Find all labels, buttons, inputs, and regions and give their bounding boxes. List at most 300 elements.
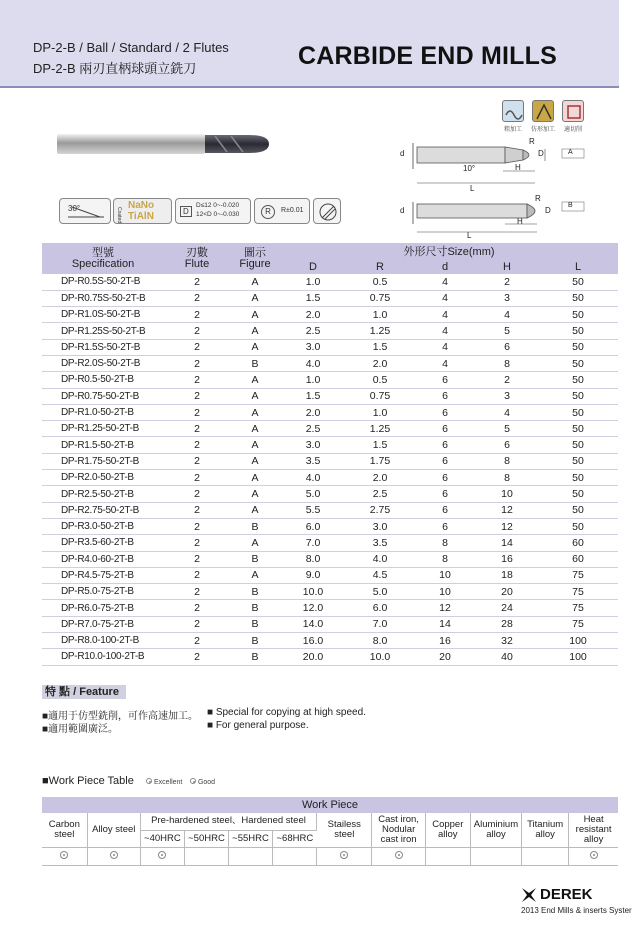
table-cell: 50 — [538, 518, 618, 534]
table-cell: DP-R0.5S-50-2T-B — [42, 274, 164, 290]
table-cell: 12 — [414, 600, 476, 616]
footer-caption: 2013 End Mills & inserts Syster — [521, 906, 632, 915]
table-cell: 2 — [164, 633, 230, 649]
ball-nose-icon — [313, 198, 341, 224]
wp-carbon: Carbon steel — [42, 813, 87, 847]
table-cell: 6 — [414, 502, 476, 518]
table-cell: 75 — [538, 616, 618, 632]
table-cell: 2.5 — [280, 323, 346, 339]
col-d-big: D — [280, 259, 346, 274]
table-cell: 2 — [164, 616, 230, 632]
table-cell: DP-R1.5S-50-2T-B — [42, 339, 164, 355]
wp-rating-copper — [425, 847, 470, 865]
feature-en-2: ■ For general purpose. — [207, 720, 309, 731]
label-h-b: H — [517, 217, 523, 226]
wp-rating-h68 — [273, 847, 317, 865]
table-cell: DP-R1.25-50-2T-B — [42, 421, 164, 437]
table-cell: 4.0 — [346, 551, 414, 567]
wp-cast: Cast iron, Nodular cast iron — [372, 813, 425, 847]
table-cell: 10 — [414, 584, 476, 600]
table-row — [42, 421, 618, 437]
table-row — [42, 518, 618, 534]
table-cell: 2 — [164, 372, 230, 388]
table-cell: 50 — [538, 388, 618, 404]
table-row — [42, 502, 618, 518]
table-cell: 50 — [538, 453, 618, 469]
wp-rating-alloy — [87, 847, 140, 865]
table-cell: DP-R2.75-50-2T-B — [42, 502, 164, 518]
table-cell: 50 — [538, 486, 618, 502]
table-cell: 2 — [164, 600, 230, 616]
table-cell: 10.0 — [346, 649, 414, 665]
table-cell: 4 — [414, 323, 476, 339]
table-cell: 18 — [476, 567, 538, 583]
table-cell: B — [230, 633, 280, 649]
table-cell: 1.0 — [346, 307, 414, 323]
table-cell: 2 — [164, 388, 230, 404]
wp-alloy: Alloy steel — [87, 813, 140, 847]
table-row — [42, 486, 618, 502]
wp-stainless: Stailess steel — [317, 813, 372, 847]
table-row — [42, 372, 618, 388]
feature-cn-1: ■適用于仿型銑削，可作高速加工。 — [42, 711, 199, 722]
wp-rating-h55 — [229, 847, 273, 865]
table-cell: 4 — [414, 274, 476, 290]
table-row — [42, 290, 618, 306]
wp-copper: Copper alloy — [425, 813, 470, 847]
table-cell: 3.5 — [280, 453, 346, 469]
good-icon — [110, 851, 118, 859]
table-row — [42, 616, 618, 632]
table-cell: 2.0 — [346, 470, 414, 486]
table-cell: 16 — [414, 633, 476, 649]
wp-heat: Heat resistant alloy — [569, 813, 618, 847]
table-cell: 8 — [414, 535, 476, 551]
table-cell: 2 — [164, 323, 230, 339]
radius-tolerance-icon: R R±0.01 — [254, 198, 310, 224]
table-cell: 0.75 — [346, 290, 414, 306]
copy-milling-icon — [532, 100, 554, 122]
table-cell: 5 — [476, 323, 538, 339]
helix-angle-icon: 30° — [59, 198, 111, 224]
table-cell: 1.25 — [346, 421, 414, 437]
table-cell: B — [230, 355, 280, 371]
table-cell: DP-R1.0-50-2T-B — [42, 404, 164, 420]
table-cell: 8 — [476, 470, 538, 486]
col-h: H — [476, 259, 538, 274]
table-cell: 6 — [414, 388, 476, 404]
diameter-tolerance-icon: D D≤12 0~-0.020 12<D 0~-0.030 — [175, 198, 251, 224]
table-cell: 6.0 — [280, 518, 346, 534]
wp-h50: ~50HRC — [184, 830, 228, 847]
col-r: R — [346, 259, 414, 274]
wp-h55: ~55HRC — [229, 830, 273, 847]
table-cell: A — [230, 535, 280, 551]
table-cell: 4.5 — [346, 567, 414, 583]
badge-label-suitable: 適切削 — [563, 127, 582, 133]
table-cell: DP-R3.0-50-2T-B — [42, 518, 164, 534]
table-cell: 1.5 — [280, 290, 346, 306]
table-cell: 28 — [476, 616, 538, 632]
table-row — [42, 355, 618, 371]
table-cell: DP-R0.75-50-2T-B — [42, 388, 164, 404]
table-cell: DP-R1.75-50-2T-B — [42, 453, 164, 469]
table-cell: 6 — [414, 453, 476, 469]
wp-titanium: Titanium alloy — [522, 813, 569, 847]
drawing-type-a — [395, 135, 617, 195]
table-cell: 2.0 — [280, 404, 346, 420]
good-icon — [590, 851, 598, 859]
good-icon — [60, 851, 68, 859]
table-cell: 50 — [538, 339, 618, 355]
table-row — [42, 600, 618, 616]
table-cell: 24 — [476, 600, 538, 616]
table-cell: 50 — [538, 502, 618, 518]
table-cell: 40 — [476, 649, 538, 665]
table-cell: 6 — [414, 486, 476, 502]
table-row — [42, 388, 618, 404]
wp-prehard: Pre-hardened steel、Hardened steel — [140, 813, 316, 830]
table-cell: A — [230, 290, 280, 306]
table-cell: 50 — [538, 355, 618, 371]
table-row — [42, 584, 618, 600]
table-cell: 7.0 — [346, 616, 414, 632]
spec-table — [42, 243, 618, 666]
table-cell: DP-R3.5-60-2T-B — [42, 535, 164, 551]
table-cell: 2.0 — [346, 355, 414, 371]
table-cell: DP-R10.0-100-2T-B — [42, 649, 164, 665]
table-cell: 6.0 — [346, 600, 414, 616]
rough-cut-icon — [502, 100, 524, 122]
col-model: 型號 Specification — [42, 243, 164, 274]
table-cell: 6 — [414, 404, 476, 420]
feature-cn-2: ■適用範圍廣泛。 — [42, 724, 119, 735]
table-cell: 14.0 — [280, 616, 346, 632]
col-l: L — [538, 259, 618, 274]
table-cell: DP-R1.25S-50-2T-B — [42, 323, 164, 339]
table-cell: 2.75 — [346, 502, 414, 518]
table-cell: 2 — [164, 486, 230, 502]
table-cell: 3.0 — [280, 339, 346, 355]
table-cell: 4 — [414, 290, 476, 306]
table-cell: 6 — [414, 421, 476, 437]
table-cell: 2 — [164, 339, 230, 355]
table-cell: 14 — [414, 616, 476, 632]
table-cell: 50 — [538, 274, 618, 290]
table-cell: 4 — [476, 404, 538, 420]
series-line-en: DP-2-B / Ball / Standard / 2 Flutes — [33, 40, 229, 55]
table-cell: 8 — [476, 453, 538, 469]
table-cell: B — [230, 551, 280, 567]
table-cell: 16 — [476, 551, 538, 567]
excellent-icon — [146, 778, 152, 784]
table-cell: 8 — [476, 355, 538, 371]
feature-heading: 特 點 / Feature — [42, 685, 126, 699]
table-cell: 2.5 — [280, 421, 346, 437]
table-cell: 10 — [414, 567, 476, 583]
wp-rating-aluminium — [470, 847, 521, 865]
table-cell: A — [230, 372, 280, 388]
table-cell: 50 — [538, 290, 618, 306]
table-cell: 20 — [414, 649, 476, 665]
table-cell: 5.5 — [280, 502, 346, 518]
table-cell: 6 — [476, 339, 538, 355]
table-cell: 12.0 — [280, 600, 346, 616]
table-row — [42, 453, 618, 469]
table-row — [42, 633, 618, 649]
table-cell: 2.0 — [280, 307, 346, 323]
table-cell: A — [230, 453, 280, 469]
table-cell: 4 — [414, 339, 476, 355]
table-cell: 2.5 — [346, 486, 414, 502]
type-b-label: B — [568, 202, 573, 209]
table-cell: 2 — [164, 274, 230, 290]
wp-rating-titanium — [522, 847, 569, 865]
work-piece-table-title: ■Work Piece Table — [42, 775, 134, 787]
wp-h68: ~68HRC — [273, 830, 317, 847]
table-cell: 6 — [414, 470, 476, 486]
table-cell: 100 — [538, 649, 618, 665]
table-cell: 5.0 — [346, 584, 414, 600]
page-header — [0, 0, 619, 86]
badge-label-rough: 粗加工 — [503, 127, 522, 133]
table-cell: 1.0 — [280, 274, 346, 290]
table-row — [42, 535, 618, 551]
table-cell: 8.0 — [346, 633, 414, 649]
wp-rating-heat — [569, 847, 618, 865]
table-cell: 75 — [538, 567, 618, 583]
page-title: CARBIDE END MILLS — [298, 42, 557, 70]
table-cell: 1.5 — [346, 339, 414, 355]
col-size: 外形尺寸Size(mm) — [280, 243, 618, 259]
wp-rating-carbon — [42, 847, 87, 865]
legend-excellent: Excellent — [146, 778, 182, 786]
badge-label-copy: 仿形加工 — [530, 127, 555, 133]
table-cell: 3 — [476, 388, 538, 404]
table-cell: 2 — [164, 470, 230, 486]
derek-logo-icon — [521, 887, 537, 903]
brand-logo: DEREK — [540, 886, 593, 903]
label-big-d: D — [538, 149, 544, 158]
good-icon — [158, 851, 166, 859]
table-cell: 3.0 — [280, 437, 346, 453]
table-row — [42, 470, 618, 486]
table-row — [42, 404, 618, 420]
wp-rating-h50 — [184, 847, 228, 865]
table-cell: 5 — [476, 421, 538, 437]
table-cell: 8 — [414, 551, 476, 567]
table-cell: B — [230, 600, 280, 616]
table-cell: 60 — [538, 551, 618, 567]
table-cell: 50 — [538, 372, 618, 388]
table-cell: 1.5 — [346, 437, 414, 453]
table-cell: 16.0 — [280, 633, 346, 649]
table-cell: 1.5 — [280, 388, 346, 404]
table-cell: 2 — [164, 307, 230, 323]
table-cell: 2 — [164, 535, 230, 551]
table-cell: 6 — [414, 518, 476, 534]
label-small-d: d — [400, 149, 405, 158]
label-h: H — [515, 163, 521, 172]
wp-rating-h40 — [140, 847, 184, 865]
good-icon — [395, 851, 403, 859]
table-row — [42, 339, 618, 355]
good-icon — [340, 851, 348, 859]
table-cell: 50 — [538, 470, 618, 486]
table-cell: 50 — [538, 404, 618, 420]
table-cell: 0.5 — [346, 372, 414, 388]
table-cell: DP-R2.5-50-2T-B — [42, 486, 164, 502]
table-cell: A — [230, 274, 280, 290]
label-r: R — [529, 137, 535, 146]
table-cell: 50 — [538, 307, 618, 323]
table-row — [42, 649, 618, 665]
table-cell: 2 — [476, 274, 538, 290]
table-cell: DP-R1.5-50-2T-B — [42, 437, 164, 453]
label-r-b: R — [535, 194, 541, 203]
table-cell: 50 — [538, 437, 618, 453]
table-cell: DP-R7.0-75-2T-B — [42, 616, 164, 632]
suitable-cut-icon — [562, 100, 584, 122]
table-cell: 2 — [164, 404, 230, 420]
table-cell: B — [230, 616, 280, 632]
table-cell: 10.0 — [280, 584, 346, 600]
table-cell: DP-R0.5-50-2T-B — [42, 372, 164, 388]
table-cell: 2 — [164, 649, 230, 665]
table-cell: DP-R6.0-75-2T-B — [42, 600, 164, 616]
table-cell: 3 — [476, 290, 538, 306]
feature-en-1: ■ Special for copying at high speed. — [207, 707, 366, 718]
legend-good: Good — [190, 778, 215, 786]
col-flute: 刃數 Flute — [164, 243, 230, 274]
series-line-cn: DP-2-B 兩刃直柄球頭立銑刀 — [33, 61, 197, 76]
table-cell: DP-R1.0S-50-2T-B — [42, 307, 164, 323]
table-cell: 1.0 — [280, 372, 346, 388]
table-cell: B — [230, 518, 280, 534]
table-cell: A — [230, 323, 280, 339]
table-cell: 12 — [476, 518, 538, 534]
table-cell: 3.0 — [346, 518, 414, 534]
table-row — [42, 437, 618, 453]
table-cell: 32 — [476, 633, 538, 649]
table-row — [42, 551, 618, 567]
table-cell: 2 — [164, 290, 230, 306]
table-cell: 0.75 — [346, 388, 414, 404]
type-a-label: A — [568, 149, 573, 156]
table-cell: 2 — [164, 518, 230, 534]
drawing-type-b — [395, 192, 617, 242]
table-cell: 1.75 — [346, 453, 414, 469]
table-cell: B — [230, 584, 280, 600]
table-cell: 50 — [538, 323, 618, 339]
label-l-b: L — [467, 231, 472, 240]
table-cell: 20.0 — [280, 649, 346, 665]
table-cell: 4.0 — [280, 355, 346, 371]
table-cell: DP-R4.0-60-2T-B — [42, 551, 164, 567]
table-cell: 4 — [414, 355, 476, 371]
table-cell: 4 — [476, 307, 538, 323]
table-row — [42, 274, 618, 290]
work-piece-table — [42, 813, 618, 866]
table-cell: DP-R2.0S-50-2T-B — [42, 355, 164, 371]
table-cell: A — [230, 437, 280, 453]
table-cell: A — [230, 502, 280, 518]
table-cell: DP-R0.75S-50-2T-B — [42, 290, 164, 306]
col-d-small: d — [414, 259, 476, 274]
label-big-d-b: D — [545, 206, 551, 215]
label-l: L — [470, 184, 475, 193]
table-cell: A — [230, 307, 280, 323]
table-cell: 100 — [538, 633, 618, 649]
table-cell: 2 — [164, 437, 230, 453]
table-cell: 7.0 — [280, 535, 346, 551]
good-icon — [190, 778, 196, 784]
wp-rating-stainless — [317, 847, 372, 865]
table-row — [42, 323, 618, 339]
table-cell: 4.0 — [280, 470, 346, 486]
table-cell: DP-R4.5-75-2T-B — [42, 567, 164, 583]
table-cell: 20 — [476, 584, 538, 600]
table-cell: B — [230, 649, 280, 665]
table-cell: 5.0 — [280, 486, 346, 502]
table-cell: 0.5 — [346, 274, 414, 290]
table-cell: 6 — [414, 372, 476, 388]
table-cell: 2 — [164, 567, 230, 583]
table-cell: 12 — [476, 502, 538, 518]
label-small-d-b: d — [400, 206, 405, 215]
label-angle: 10° — [463, 164, 476, 173]
table-cell: 4 — [414, 307, 476, 323]
table-cell: 6 — [414, 437, 476, 453]
coating-icon: Coated NaNo TiAlN — [113, 198, 172, 224]
table-cell: 1.0 — [346, 404, 414, 420]
wp-aluminium: Aluminium alloy — [470, 813, 521, 847]
table-cell: A — [230, 470, 280, 486]
table-cell: 2 — [164, 584, 230, 600]
wp-h40: ~40HRC — [140, 830, 184, 847]
table-cell: 2 — [476, 372, 538, 388]
table-cell: 1.25 — [346, 323, 414, 339]
col-figure: 圖示 Figure — [230, 243, 280, 274]
table-cell: 2 — [164, 502, 230, 518]
table-cell: 75 — [538, 600, 618, 616]
wp-rating-cast — [372, 847, 425, 865]
table-cell: 9.0 — [280, 567, 346, 583]
table-cell: DP-R2.0-50-2T-B — [42, 470, 164, 486]
end-mill-photo — [55, 128, 273, 162]
table-cell: 14 — [476, 535, 538, 551]
table-cell: A — [230, 486, 280, 502]
header-divider — [0, 86, 619, 88]
table-cell: DP-R8.0-100-2T-B — [42, 633, 164, 649]
table-cell: 2 — [164, 355, 230, 371]
work-piece-bar: Work Piece — [42, 797, 618, 813]
table-cell: 2 — [164, 421, 230, 437]
table-cell: A — [230, 339, 280, 355]
table-row — [42, 307, 618, 323]
table-cell: A — [230, 567, 280, 583]
table-cell: 6 — [476, 437, 538, 453]
table-cell: 2 — [164, 551, 230, 567]
table-cell: 60 — [538, 535, 618, 551]
table-cell: 10 — [476, 486, 538, 502]
table-cell: A — [230, 421, 280, 437]
table-cell: A — [230, 388, 280, 404]
table-cell: 50 — [538, 421, 618, 437]
table-cell: DP-R5.0-75-2T-B — [42, 584, 164, 600]
table-cell: 8.0 — [280, 551, 346, 567]
table-cell: A — [230, 404, 280, 420]
